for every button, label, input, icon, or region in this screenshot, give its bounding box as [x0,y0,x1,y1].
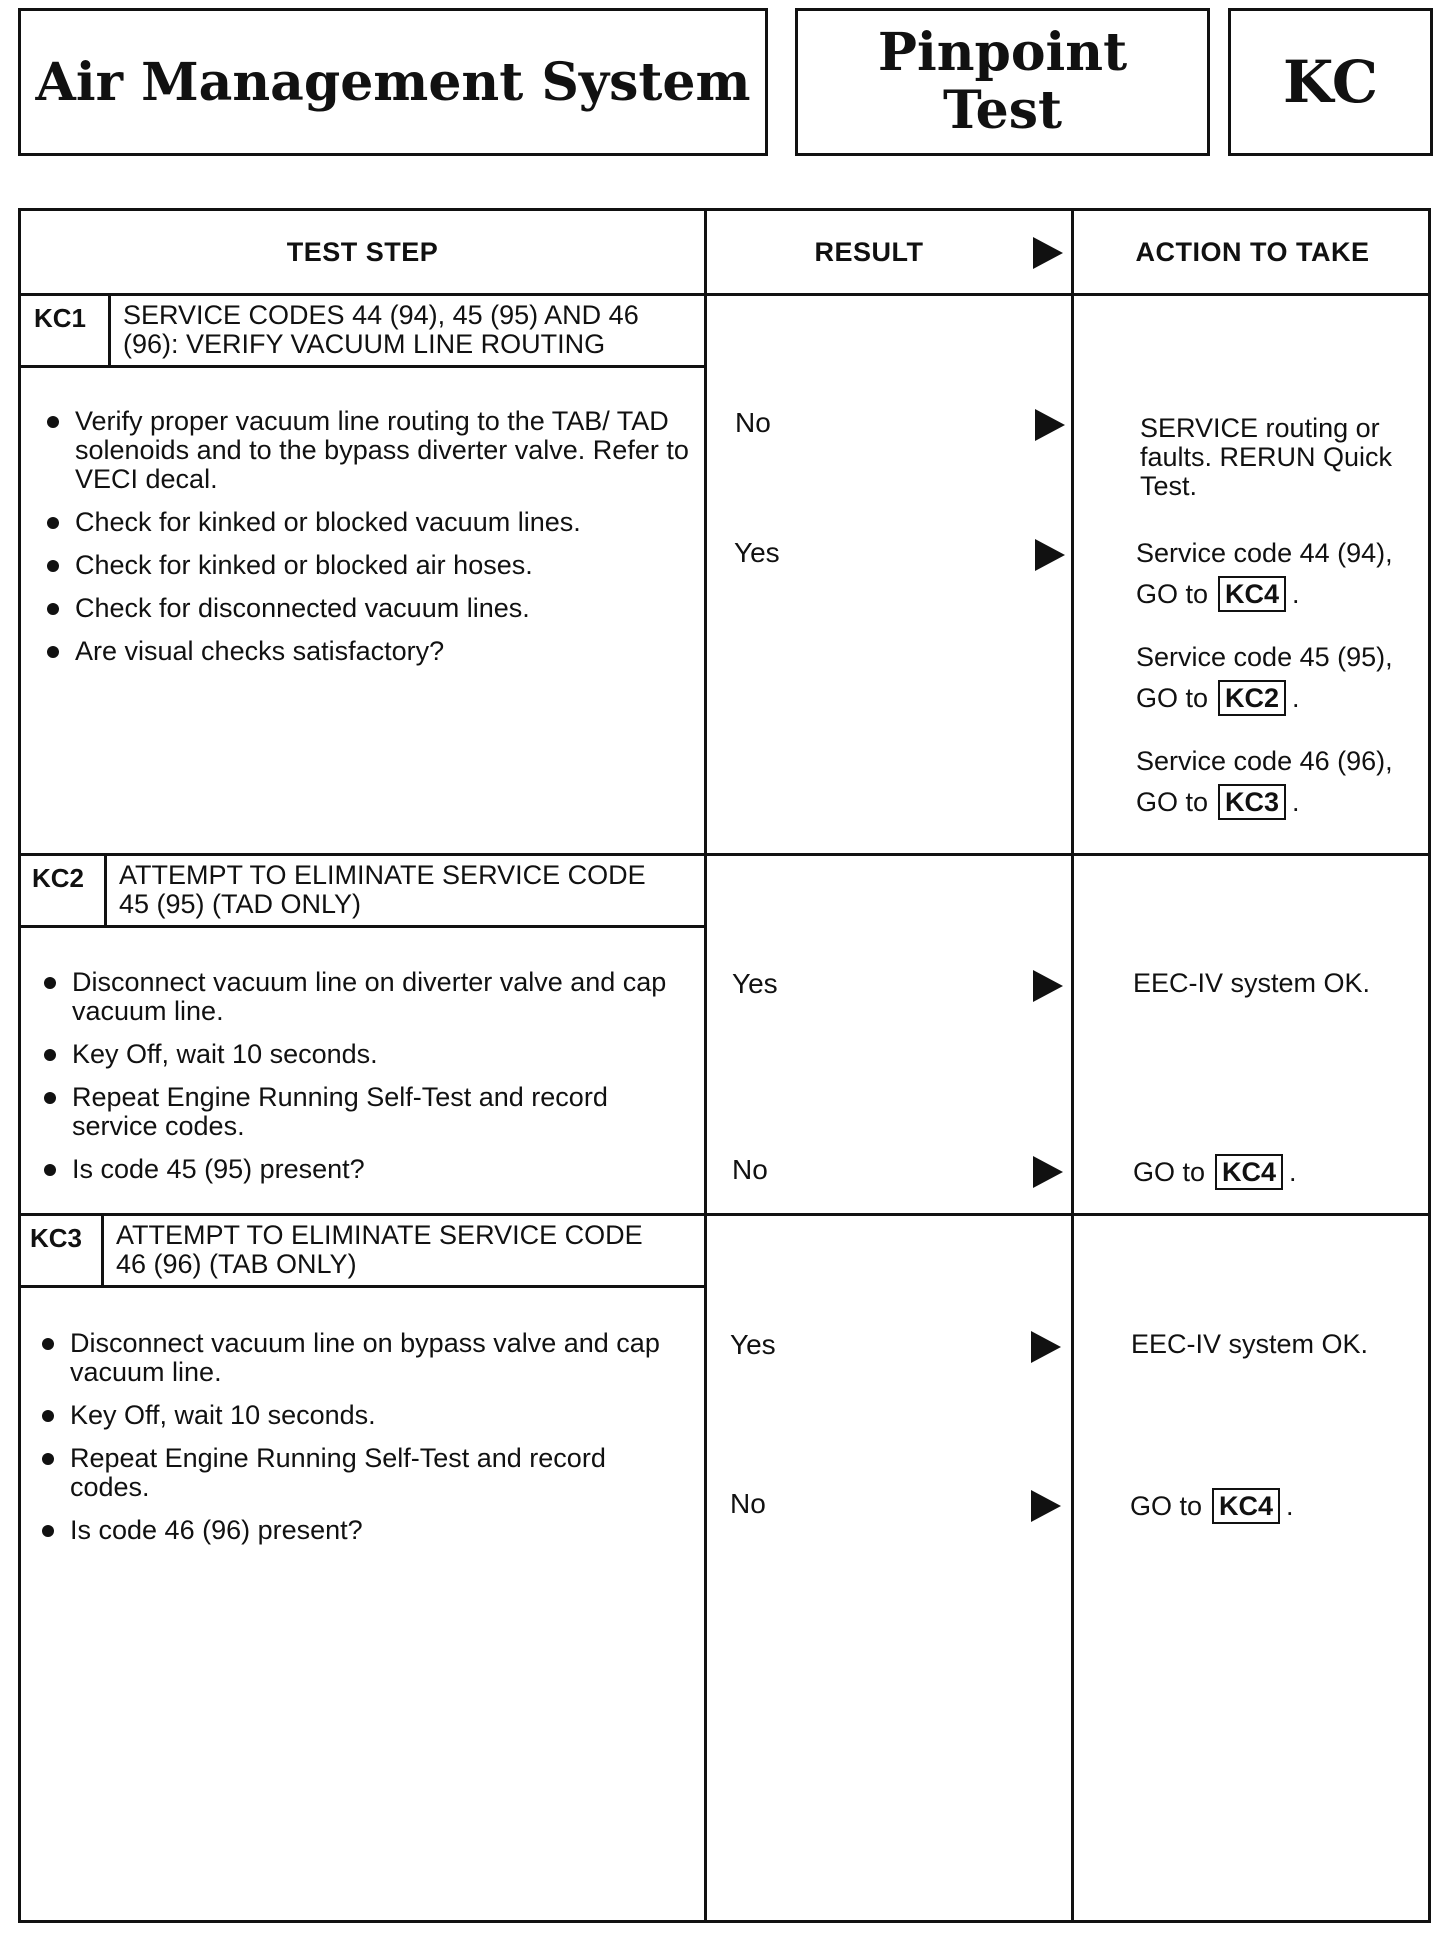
kc1-action-44-goto [1136,576,1393,612]
goto-target-kc4[interactable]: KC4 [1215,1154,1283,1190]
kc3-result-yes: Yes [730,1329,776,1360]
step-title-kc1 [123,301,639,359]
goto-suffix: . [1289,1156,1297,1187]
kc2-result-no: No [732,1154,768,1185]
kc2-bullets [42,968,692,1198]
step-title-kc2-line1: ATTEMPT TO ELIMINATE SERVICE CODE [119,860,646,890]
kc2-yes-action: EEC-IV system OK. [1133,968,1371,998]
kc1-action-45-goto [1136,680,1393,716]
pinpoint-line2: Test [942,80,1063,141]
list-item: Is code 45 (95) present? [42,1155,692,1184]
column-divider-action [1071,211,1074,1920]
list-item: Key Off, wait 10 seconds. [42,1040,692,1069]
step-title-kc1-line1: SERVICE CODES 44 (94), 45 (95) AND 46 [123,300,639,330]
kc2-no-action [1133,1154,1297,1190]
test-code: KC [1228,8,1433,156]
kc1-title-divider [21,365,704,368]
list-item: Check for disconnected vacuum lines. [45,594,695,623]
kc1-action-45-prefix: Service code 45 (95), [1136,642,1393,672]
system-title: Air Management System [18,8,768,156]
kc3-result-no: No [730,1488,766,1519]
kc1-no-arrow-icon [1035,409,1065,441]
kc1-yes-action-45 [1136,643,1393,716]
kc1-yes-action-46 [1136,747,1393,820]
header-arrow-icon [1033,237,1063,269]
kc2-title-divider [21,925,704,928]
pinpoint-line1: Pinpoint [877,22,1128,83]
step-title-kc1-line2: (96): VERIFY VACUUM LINE ROUTING [123,329,606,359]
kc2-yes-arrow-icon [1033,970,1063,1002]
goto-label: GO to [1136,786,1209,817]
column-header-result [707,211,1071,293]
kc1-yes-action-44 [1136,539,1393,612]
list-item: Is code 46 (96) present? [40,1516,690,1545]
step-title-kc3-line2: 46 (96) (TAB ONLY) [116,1249,357,1279]
goto-suffix: . [1286,1490,1294,1521]
list-item: Check for kinked or blocked air hoses. [45,551,695,580]
kc1-action-46-goto [1136,784,1393,820]
kc3-title-divider [21,1285,704,1288]
step-title-kc3 [116,1221,643,1279]
goto-suffix: . [1292,682,1300,713]
kc3-bullets [40,1329,690,1559]
goto-label: GO to [1136,578,1209,609]
goto-suffix: . [1292,786,1300,817]
goto-label: GO to [1130,1490,1203,1521]
goto-target-kc3[interactable]: KC3 [1218,784,1286,820]
pinpoint-test-title [795,8,1210,156]
kc1-no-action: SERVICE routing or faults. RERUN Quick Test. [1140,413,1393,501]
kc2-id-divider [104,853,107,925]
kc1-action-44-prefix: Service code 44 (94), [1136,538,1393,568]
list-item: Check for kinked or blocked vacuum lines. [45,508,695,537]
kc1-result-yes: Yes [734,537,780,568]
kc3-yes-action: EEC-IV system OK. [1131,1329,1369,1359]
kc3-no-arrow-icon [1031,1490,1061,1522]
result-header-label: RESULT [814,236,924,267]
pinpoint-test-table [18,208,1431,1923]
goto-suffix: . [1292,578,1300,609]
goto-target-kc2[interactable]: KC2 [1218,680,1286,716]
list-item: Disconnect vacuum line on bypass valve and cap vacuum line. [40,1329,690,1387]
kc2-no-arrow-icon [1033,1156,1063,1188]
kc1-action-46-prefix: Service code 46 (96), [1136,746,1393,776]
step-title-kc3-line1: ATTEMPT TO ELIMINATE SERVICE CODE [116,1220,643,1250]
list-item: Verify proper vacuum line routing to the TAB/ TAD solenoids and to the bypass diverter valve. Refer to VECI decal. [45,407,695,494]
kc1-id-divider [108,293,111,365]
kc2-result-yes: Yes [732,968,778,999]
kc3-no-action [1130,1488,1294,1524]
column-header-action: ACTION TO TAKE [1135,236,1370,267]
step-id-kc2: KC2 [32,863,85,893]
step-title-kc2 [119,861,646,919]
kc1-bullets [45,407,695,680]
goto-target-kc4[interactable]: KC4 [1218,576,1286,612]
step-title-kc2-line2: 45 (95) (TAD ONLY) [119,889,362,919]
kc1-yes-arrow-icon [1035,539,1065,571]
goto-label: GO to [1136,682,1209,713]
goto-target-kc4[interactable]: KC4 [1212,1488,1280,1524]
header-row-divider [21,293,1428,296]
list-item: Are visual checks satisfactory? [45,637,695,666]
row-divider-kc2-kc3 [21,1213,1428,1216]
list-item: Repeat Engine Running Self-Test and record codes. [40,1444,690,1502]
goto-label: GO to [1133,1156,1206,1187]
column-header-test-step: TEST STEP [286,236,439,267]
list-item: Repeat Engine Running Self-Test and record service codes. [42,1083,692,1141]
list-item: Disconnect vacuum line on diverter valve and cap vacuum line. [42,968,692,1026]
kc3-yes-arrow-icon [1031,1331,1061,1363]
kc1-result-no: No [735,407,771,438]
list-item: Key Off, wait 10 seconds. [40,1401,690,1430]
step-id-kc1: KC1 [34,303,87,333]
step-id-kc3: KC3 [30,1223,83,1253]
row-divider-kc1-kc2 [21,853,1428,856]
kc3-id-divider [101,1213,104,1285]
column-divider-result [704,211,707,1920]
